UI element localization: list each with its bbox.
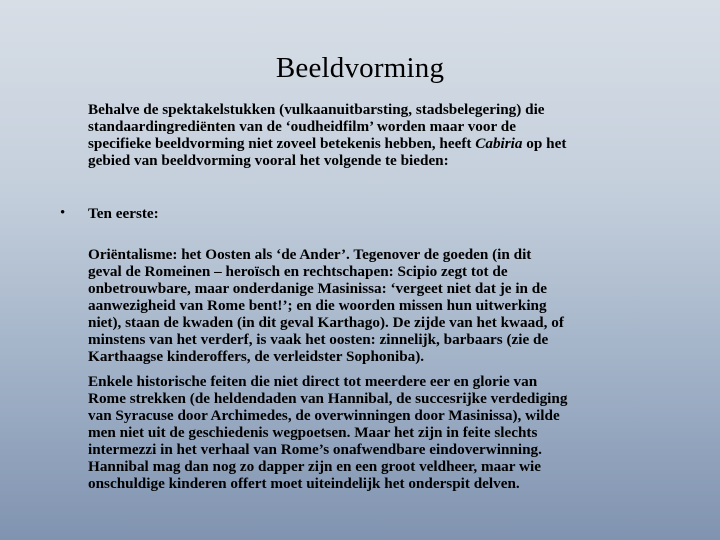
bullet-label: Ten eerste: [88, 205, 159, 222]
intro-line-3-text: specifieke beeldvorming niet zoveel betekenis hebben, heeft [88, 135, 472, 152]
slide-title: Beeldvorming [275, 52, 445, 84]
orientalisme-line: Karthaagse kinderoffers, de verleidster Sophoniba). [88, 348, 425, 365]
feiten-paragraph [88, 373, 668, 492]
orientalisme-line: niet), staan de kwaden (in dit geval Karthago). De zijde van het kwaad, of [88, 314, 564, 331]
intro-line-4: gebied van beeldvorming vooral het volgende te bieden: [88, 152, 449, 169]
orientalisme-line: geval de Romeinen – heroïsch en rechtschapen: Scipio zegt tot de [88, 263, 508, 280]
feiten-line: men niet uit de geschiedenis wegpoetsen. Maar het zijn in feite slechts [88, 424, 538, 441]
orientalisme-line: aanwezigheid van Rome bent!’; en die woorden missen hun uitwerking [88, 297, 547, 314]
intro-line-3 [88, 135, 668, 152]
feiten-line: onschuldige kinderen offert moet uiteindelijk het onderspit delven. [88, 475, 520, 492]
feiten-line: van Syracuse door Archimedes, de overwinningen door Masinissa), wilde [88, 407, 560, 424]
intro-line-1: Behalve de spektakelstukken (vulkaanuitbarsting, stadsbelegering) die [88, 101, 545, 118]
feiten-line: Hannibal mag dan nog zo dapper zijn en een groot veldheer, maar wie [88, 458, 541, 475]
intro-line-2: standaardingrediënten van de ‘oudheidfilm’ worden maar voor de [88, 118, 516, 135]
film-title: Cabiria [475, 135, 523, 152]
feiten-line: intermezzi in het verhaal van Rome’s onafwendbare eindoverwinning. [88, 441, 542, 458]
orientalisme-line: minstens van het verderf, is vaak het oosten: zinnelijk, barbaars (zie de [88, 331, 549, 348]
orientalisme-paragraph [88, 246, 668, 365]
feiten-line: Rome strekken (de heldendaden van Hannibal, de succesrijke verdediging [88, 390, 568, 407]
bullet-item [60, 205, 668, 222]
intro-line-3-end: op het [522, 135, 567, 152]
intro-paragraph [88, 101, 668, 169]
orientalisme-line: onbetrouwbare, maar onderdanige Masinissa: ‘vergeet niet dat je in de [88, 280, 547, 297]
bullet-icon: • [60, 205, 66, 221]
orientalisme-line: Oriëntalisme: het Oosten als ‘de Ander’. Tegenover de goeden (in dit [88, 246, 532, 263]
feiten-line: Enkele historische feiten die niet direct tot meerdere eer en glorie van [88, 373, 538, 390]
